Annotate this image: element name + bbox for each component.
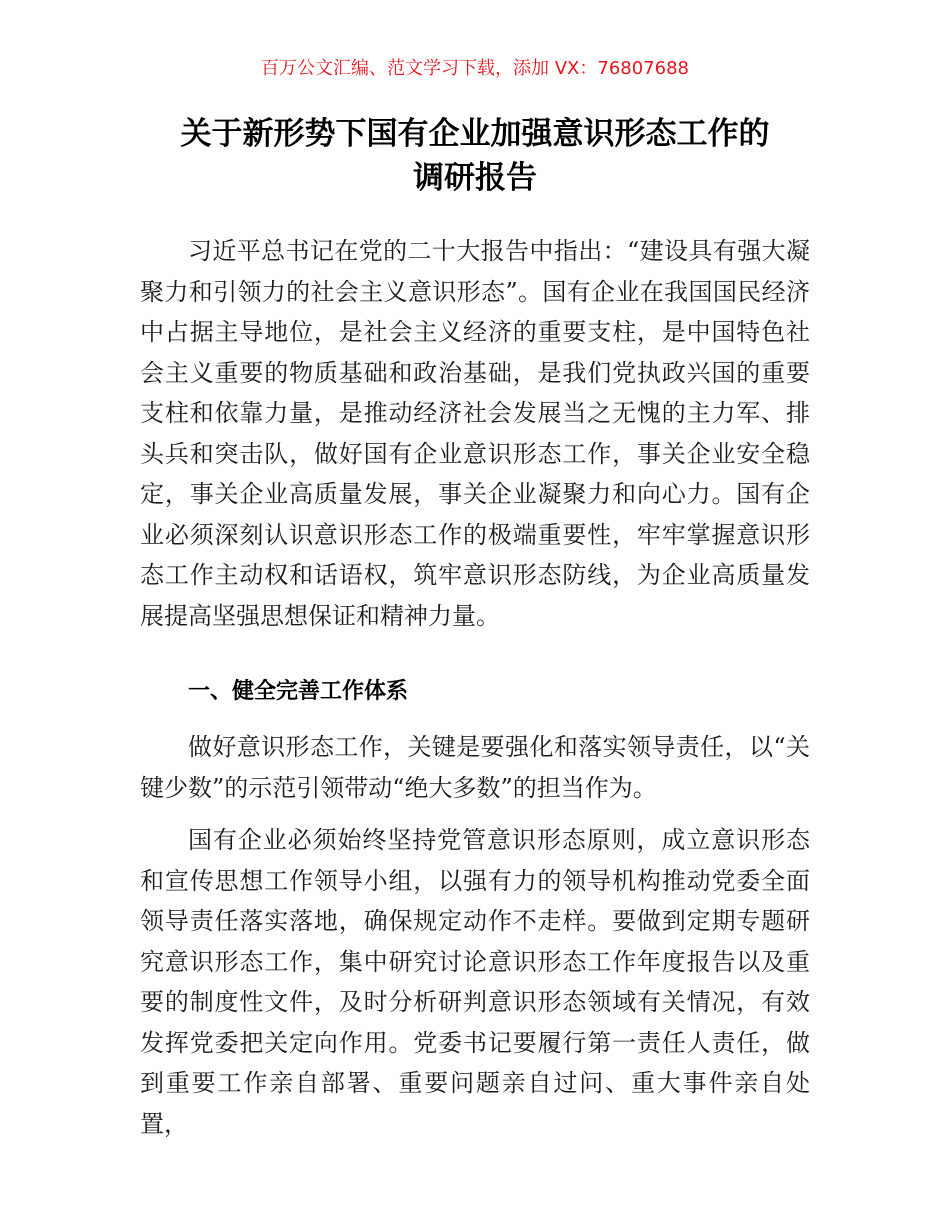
section-1 <box>140 672 810 713</box>
watermark-banner: 百万公文汇编、范文学习下载，添加 VX：76807688 <box>261 58 689 79</box>
section-1-body-b <box>140 820 810 1144</box>
section-1-heading: 一、健全完善工作体系 <box>188 679 409 704</box>
section-1-paragraph-2: 国有企业必须始终坚持党管意识形态原则，成立意识形态和宣传思想工作领导小组，以强有力的领导机构推动党委全面领导责任落实落地，确保规定动作不走样。要做到定期专题研究意识形态工作，集中研究讨论意识形态工作年度报告以及重要的制度性文件，及时分析研判意识形态领域有关情况，有效发挥党委把关定向作用。党委书记要履行第一责任人责任，做到重要工作亲自部署、重要问题亲自过问、重大事件亲自处置， <box>140 826 810 1138</box>
title-line-2: 调研报告 <box>413 160 537 196</box>
document-body <box>140 231 810 636</box>
title-line-1: 关于新形势下国有企业加强意识形态工作的 <box>180 116 770 152</box>
section-1-body-a <box>140 727 810 808</box>
document-title <box>90 112 860 200</box>
section-1-paragraph-1: 做好意识形态工作，关键是要强化和落实领导责任，以“关键少数”的示范引领带动“绝大多数”的担当作为。 <box>140 733 810 802</box>
intro-paragraph: 习近平总书记在党的二十大报告中指出：“建设具有强大凝聚力和引领力的社会主义意识形态”。国有企业在我国国民经济中占据主导地位，是社会主义经济的重要支柱，是中国特色社会主义重要的物质基础和政治基础，是我们党执政兴国的重要支柱和依靠力量，是推动经济社会发展当之无愧的主力军、排头兵和突击队，做好国有企业意识形态工作，事关企业安全稳定，事关企业高质量发展，事关企业凝聚力和向心力。国有企业必须深刻认识意识形态工作的极端重要性，牢牢掌握意识形态工作主动权和话语权，筑牢意识形态防线，为企业高质量发展提高坚强思想保证和精神力量。 <box>140 237 810 630</box>
